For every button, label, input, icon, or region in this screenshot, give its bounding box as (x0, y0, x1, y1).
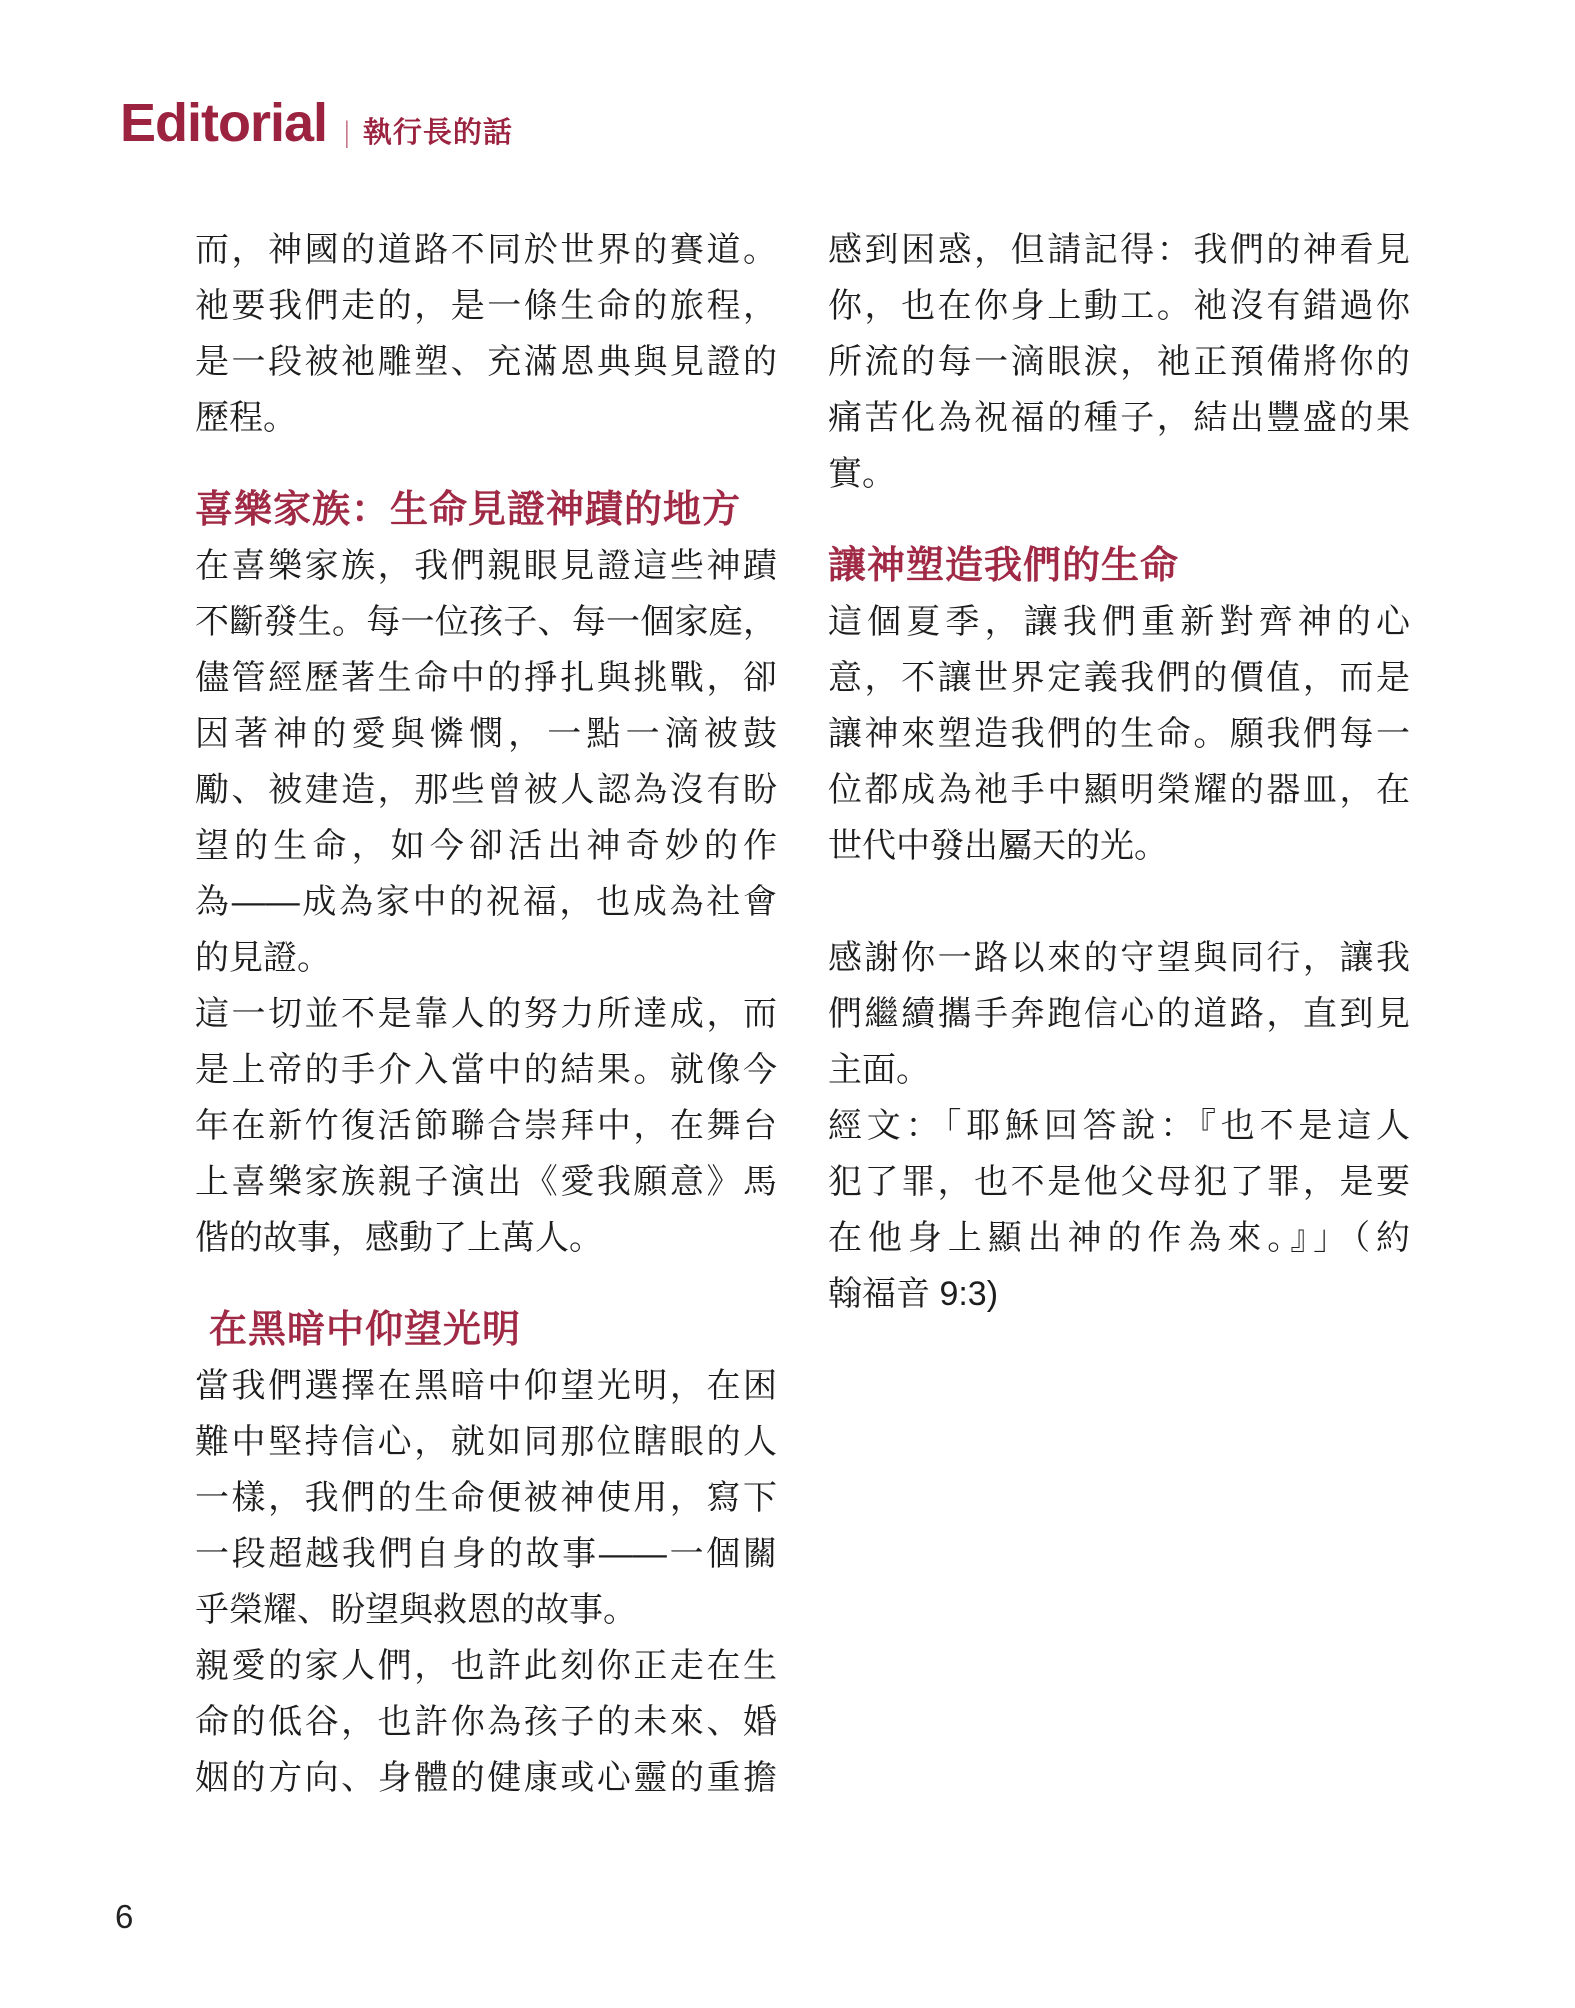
text-line: 主面。 (828, 1051, 930, 1089)
page-title: Editorial (120, 93, 328, 153)
text-line: 的見證。 (195, 939, 331, 977)
paragraph (828, 1098, 1410, 1322)
text-line: 一樣，我們的生命便被神使用，寫下 (195, 1479, 777, 1517)
text-line: 在他身上顯出神的作為來。』」（約 (828, 1219, 1410, 1257)
text-line: 痛苦化為祝福的種子，結出豐盛的果 (828, 399, 1410, 437)
text-line: 實。 (828, 455, 896, 493)
text-line: 翰福音 9:3) (828, 1275, 999, 1313)
paragraph (195, 1638, 777, 1806)
text-line: 在喜樂家族，我們親眼見證這些神蹟 (195, 547, 777, 585)
text-line: 儘管經歷著生命中的掙扎與挑戰，卻 (195, 659, 777, 697)
text-line: 感到困惑，但請記得：我們的神看見 (828, 231, 1410, 269)
text-line: 為——成為家中的祝福，也成為社會 (195, 883, 777, 921)
paragraph (195, 986, 777, 1266)
text-line: 命的低谷，也許你為孩子的未來、婚 (195, 1703, 777, 1741)
text-line: 這一切並不是靠人的努力所達成，而 (195, 995, 777, 1033)
text-line: 所流的每一滴眼淚，祂正預備將你的 (828, 343, 1410, 381)
text-line: 這個夏季，讓我們重新對齊神的心 (828, 603, 1410, 641)
text-line: 年在新竹復活節聯合崇拜中，在舞台 (195, 1107, 777, 1145)
text-line: 而，神國的道路不同於世界的賽道。 (195, 231, 777, 269)
page-header (120, 93, 513, 153)
left-column (195, 222, 777, 1806)
text-line: 世代中發出屬天的光。 (828, 827, 1168, 865)
text-line: 犯了罪，也不是他父母犯了罪，是要 (828, 1163, 1410, 1201)
text-line: 經文：「耶穌回答說：『也不是這人 (828, 1107, 1410, 1145)
page-number: 6 (115, 1898, 134, 1935)
text-line: 位都成為祂手中顯明榮耀的器皿，在 (828, 771, 1410, 809)
text-line: 讓神來塑造我們的生命。願我們每一 (828, 715, 1410, 753)
header-subtitle: 執行長的話 (362, 117, 513, 149)
text-line: 勵、被建造，那些曾被人認為沒有盼 (195, 771, 777, 809)
text-line: 親愛的家人們，也許此刻你正走在生 (195, 1647, 777, 1685)
text-line: 們繼續攜手奔跑信心的道路，直到見 (828, 995, 1410, 1033)
paragraph (828, 594, 1410, 874)
text-line: 是上帝的手介入當中的結果。就像今 (195, 1051, 777, 1089)
right-column (828, 222, 1410, 1322)
text-line: 難中堅持信心，就如同那位瞎眼的人 (195, 1423, 777, 1461)
text-line: 你，也在你身上動工。祂沒有錯過你 (828, 287, 1410, 325)
paragraph (195, 222, 777, 446)
paragraph (828, 222, 1410, 502)
section-heading: 在黑暗中仰望光明 (209, 1309, 522, 1351)
text-line: 上喜樂家族親子演出《愛我願意》馬 (195, 1163, 777, 1201)
text-line: 偕的故事，感動了上萬人。 (195, 1219, 603, 1257)
paragraph (828, 930, 1410, 1098)
text-line: 歷程。 (195, 399, 297, 437)
text-line: 一段超越我們自身的故事——一個關 (195, 1535, 777, 1573)
section-heading: 喜樂家族：生命見證神蹟的地方 (195, 489, 742, 531)
text-line: 不斷發生。每一位孩子、每一個家庭， (195, 603, 777, 641)
text-line: 祂要我們走的，是一條生命的旅程， (195, 287, 777, 325)
text-line: 是一段被祂雕塑、充滿恩典與見證的 (195, 343, 777, 381)
paragraph-spacer (828, 874, 1410, 930)
text-line: 望的生命，如今卻活出神奇妙的作 (195, 827, 777, 865)
text-line: 姻的方向、身體的健康或心靈的重擔 (195, 1759, 777, 1797)
text-line: 因著神的愛與憐憫，一點一滴被鼓 (195, 715, 777, 753)
paragraph (195, 1358, 777, 1638)
text-line: 當我們選擇在黑暗中仰望光明，在困 (195, 1367, 777, 1405)
text-line: 感謝你一路以來的守望與同行，讓我 (828, 939, 1410, 977)
paragraph (195, 538, 777, 986)
header-divider: | (344, 116, 350, 149)
text-line: 意，不讓世界定義我們的價值，而是 (828, 659, 1410, 697)
section-heading: 讓神塑造我們的生命 (828, 545, 1180, 587)
text-line: 乎榮耀、盼望與救恩的故事。 (195, 1591, 637, 1629)
